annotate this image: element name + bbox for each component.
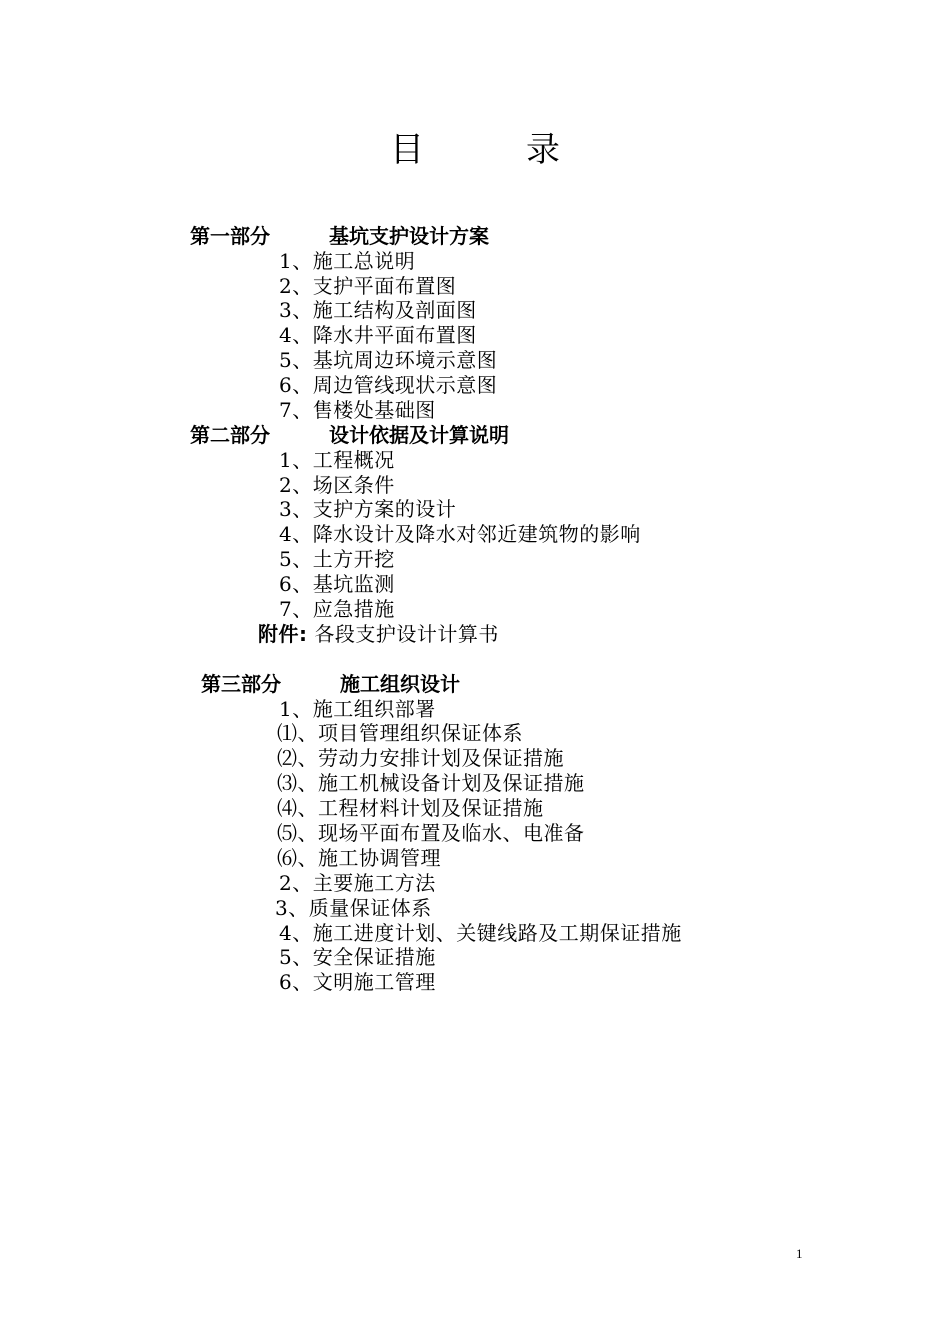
part-label: 第三部分	[201, 672, 281, 696]
part-title: 基坑支护设计方案	[328, 224, 489, 248]
toc-entry[interactable]: 3、支护方案的设计	[279, 497, 457, 521]
toc-entry[interactable]: ⑸、现场平面布置及临水、电准备	[277, 821, 585, 845]
part-heading-2[interactable]	[190, 423, 509, 448]
part-title: 设计依据及计算说明	[328, 423, 509, 447]
toc-entry[interactable]: 6、文明施工管理	[279, 970, 436, 994]
appendix-entry[interactable]	[258, 622, 499, 647]
part-label: 第一部分	[190, 224, 270, 248]
toc-entry[interactable]: 1、工程概况	[279, 448, 395, 472]
toc-entry[interactable]: ⑴、项目管理组织保证体系	[277, 721, 523, 745]
toc-entry[interactable]: ⑷、工程材料计划及保证措施	[277, 796, 544, 820]
appendix-text: 各段支护设计计算书	[314, 622, 499, 646]
page-title: 目 录	[390, 130, 560, 170]
page-number: 1	[796, 1246, 803, 1261]
toc-entry[interactable]: 3、质量保证体系	[275, 896, 432, 920]
toc-entry[interactable]: 6、基坑监测	[279, 572, 395, 596]
toc-entry[interactable]: 1、施工总说明	[279, 249, 416, 273]
toc-entry[interactable]: 2、支护平面布置图	[279, 274, 457, 298]
toc-entry[interactable]: 6、周边管线现状示意图	[279, 373, 498, 397]
toc-entry[interactable]: ⑹、施工协调管理	[277, 846, 441, 870]
toc-entry[interactable]: 3、施工结构及剖面图	[279, 298, 477, 322]
appendix-label: 附件:	[258, 622, 308, 646]
part-title: 施工组织设计	[339, 672, 460, 696]
toc-entry[interactable]: 4、施工进度计划、关键线路及工期保证措施	[279, 921, 682, 945]
toc-entry[interactable]: 7、应急措施	[279, 597, 395, 621]
toc-entry[interactable]: ⑶、施工机械设备计划及保证措施	[277, 771, 585, 795]
part-heading-3[interactable]	[201, 672, 460, 697]
toc-entry[interactable]: 2、主要施工方法	[279, 871, 436, 895]
part-label: 第二部分	[190, 423, 270, 447]
toc-entry[interactable]: 2、场区条件	[279, 473, 395, 497]
part-heading-1[interactable]	[190, 224, 489, 249]
toc-entry[interactable]: 4、降水井平面布置图	[279, 323, 477, 347]
toc-entry[interactable]: 7、售楼处基础图	[279, 398, 436, 422]
toc-entry[interactable]: 5、基坑周边环境示意图	[279, 348, 498, 372]
toc-entry[interactable]: 1、施工组织部署	[279, 697, 436, 721]
toc-entry[interactable]: 5、土方开挖	[279, 547, 395, 571]
toc-entry[interactable]: 4、降水设计及降水对邻近建筑物的影响	[279, 522, 641, 546]
toc-entry[interactable]: 5、安全保证措施	[279, 945, 436, 969]
toc-entry[interactable]: ⑵、劳动力安排计划及保证措施	[277, 746, 564, 770]
